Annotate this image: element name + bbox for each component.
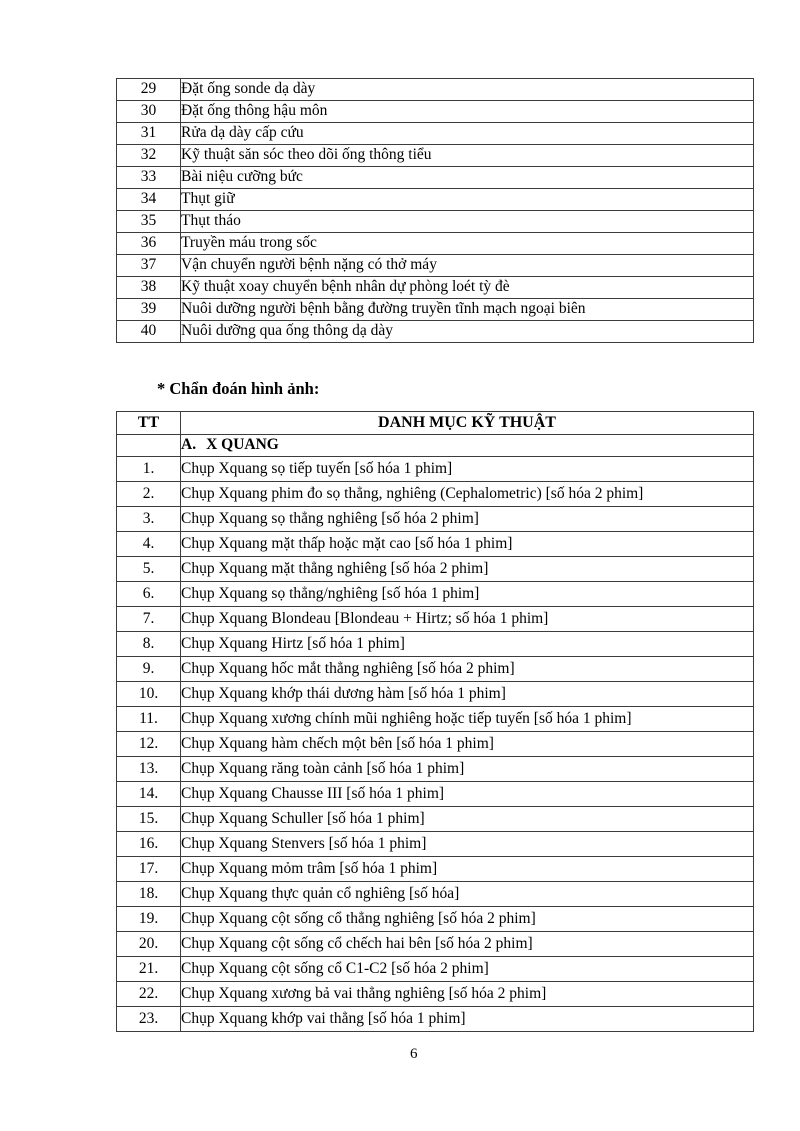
row-number: 32 — [117, 145, 181, 167]
row-number: 3. — [117, 507, 181, 532]
row-description: Nuôi dưỡng người bệnh bằng đường truyền tĩnh mạch ngoại biên — [181, 299, 754, 321]
row-description: Chụp Xquang Schuller [số hóa 1 phim] — [181, 807, 754, 832]
row-number: 38 — [117, 277, 181, 299]
section-label: X QUANG — [206, 436, 279, 454]
row-description: Chụp Xquang cột sống cổ C1-C2 [số hóa 2 phim] — [181, 957, 754, 982]
row-number: 30 — [117, 101, 181, 123]
row-description: Kỹ thuật xoay chuyển bệnh nhân dự phòng loét tỳ đè — [181, 277, 754, 299]
row-description: Đặt ống thông hậu môn — [181, 101, 754, 123]
row-number: 10. — [117, 682, 181, 707]
row-number: 22. — [117, 982, 181, 1007]
table-row — [117, 682, 754, 707]
table-row — [117, 299, 754, 321]
row-number: 14. — [117, 782, 181, 807]
table-row — [117, 101, 754, 123]
row-description: Chụp Xquang khớp thái dương hàm [số hóa 1 phim] — [181, 682, 754, 707]
section-heading: * Chẩn đoán hình ảnh: — [157, 379, 320, 398]
table-section-row — [117, 435, 754, 457]
table-row — [117, 932, 754, 957]
row-number: 13. — [117, 757, 181, 782]
row-description: Chụp Xquang mỏm trâm [số hóa 1 phim] — [181, 857, 754, 882]
row-number: 33 — [117, 167, 181, 189]
table-row — [117, 123, 754, 145]
row-number: 39 — [117, 299, 181, 321]
row-number: 37 — [117, 255, 181, 277]
table-row — [117, 757, 754, 782]
row-description: Chụp Xquang Chausse III [số hóa 1 phim] — [181, 782, 754, 807]
row-number: 2. — [117, 482, 181, 507]
row-description: Chụp Xquang phim đo sọ thẳng, nghiêng (Cephalometric) [số hóa 2 phim] — [181, 482, 754, 507]
table-row — [117, 882, 754, 907]
row-number: 35 — [117, 211, 181, 233]
table-row — [117, 1007, 754, 1032]
row-number: 7. — [117, 607, 181, 632]
column-header-title: DANH MỤC KỸ THUẬT — [181, 412, 754, 435]
table-row — [117, 532, 754, 557]
table-row — [117, 482, 754, 507]
row-description: Kỹ thuật săn sóc theo dõi ống thông tiểu — [181, 145, 754, 167]
table-row — [117, 79, 754, 101]
section-marker: A. — [181, 436, 197, 454]
row-number: 6. — [117, 582, 181, 607]
table-row — [117, 255, 754, 277]
table-row — [117, 832, 754, 857]
row-description: Chụp Xquang răng toàn cảnh [số hóa 1 phim] — [181, 757, 754, 782]
row-number: 16. — [117, 832, 181, 857]
table-row — [117, 732, 754, 757]
row-number: 1. — [117, 457, 181, 482]
row-description: Chụp Xquang xương chính mũi nghiêng hoặc tiếp tuyến [số hóa 1 phim] — [181, 707, 754, 732]
row-number: 21. — [117, 957, 181, 982]
row-description: Chụp Xquang sọ thẳng nghiêng [số hóa 2 phim] — [181, 507, 754, 532]
table-row — [117, 233, 754, 255]
row-number: 40 — [117, 321, 181, 343]
table-row — [117, 321, 754, 343]
table-row — [117, 707, 754, 732]
row-description: Chụp Xquang thực quản cổ nghiêng [số hóa] — [181, 882, 754, 907]
table-row — [117, 782, 754, 807]
section-empty-cell — [117, 435, 181, 457]
row-description: Chụp Xquang Stenvers [số hóa 1 phim] — [181, 832, 754, 857]
row-number: 12. — [117, 732, 181, 757]
column-header-tt: TT — [117, 412, 181, 435]
row-number: 23. — [117, 1007, 181, 1032]
row-description: Đặt ống sonde dạ dày — [181, 79, 754, 101]
row-number: 29 — [117, 79, 181, 101]
table-row — [117, 189, 754, 211]
row-description: Chụp Xquang mặt thẳng nghiêng [số hóa 2 phim] — [181, 557, 754, 582]
table-row — [117, 145, 754, 167]
table-row — [117, 167, 754, 189]
table-row — [117, 211, 754, 233]
table-row — [117, 857, 754, 882]
row-description: Chụp Xquang khớp vai thẳng [số hóa 1 phim] — [181, 1007, 754, 1032]
table-row — [117, 277, 754, 299]
row-number: 8. — [117, 632, 181, 657]
row-description: Chụp Xquang xương bả vai thẳng nghiêng [số hóa 2 phim] — [181, 982, 754, 1007]
row-number: 11. — [117, 707, 181, 732]
table-row — [117, 807, 754, 832]
row-description: Thụt tháo — [181, 211, 754, 233]
row-description: Chụp Xquang mặt thấp hoặc mặt cao [số hóa 1 phim] — [181, 532, 754, 557]
row-number: 36 — [117, 233, 181, 255]
table-row — [117, 457, 754, 482]
row-description: Chụp Xquang sọ thẳng/nghiêng [số hóa 1 phim] — [181, 582, 754, 607]
row-number: 15. — [117, 807, 181, 832]
table-row — [117, 957, 754, 982]
row-description: Chụp Xquang cột sống cổ chếch hai bên [số hóa 2 phim] — [181, 932, 754, 957]
row-description: Bài niệu cưỡng bức — [181, 167, 754, 189]
table-row — [117, 632, 754, 657]
row-description: Nuôi dưỡng qua ống thông dạ dày — [181, 321, 754, 343]
row-description: Chụp Xquang hốc mắt thẳng nghiêng [số hóa 2 phim] — [181, 657, 754, 682]
row-number: 18. — [117, 882, 181, 907]
row-description: Thụt giữ — [181, 189, 754, 211]
row-description: Chụp Xquang cột sống cổ thẳng nghiêng [số hóa 2 phim] — [181, 907, 754, 932]
table-header-row — [117, 412, 754, 435]
table-row — [117, 607, 754, 632]
row-description: Chụp Xquang sọ tiếp tuyến [số hóa 1 phim] — [181, 457, 754, 482]
imaging-table — [116, 411, 754, 1032]
page-number: 6 — [410, 1046, 418, 1062]
table-row — [117, 557, 754, 582]
procedures-table — [116, 78, 754, 343]
row-number: 4. — [117, 532, 181, 557]
table-row — [117, 582, 754, 607]
table-row — [117, 507, 754, 532]
row-description: Chụp Xquang Blondeau [Blondeau + Hirtz; số hóa 1 phim] — [181, 607, 754, 632]
table-row — [117, 657, 754, 682]
row-number: 17. — [117, 857, 181, 882]
row-number: 20. — [117, 932, 181, 957]
row-number: 31 — [117, 123, 181, 145]
row-description: Vận chuyển người bệnh nặng có thở máy — [181, 255, 754, 277]
row-description: Chụp Xquang hàm chếch một bên [số hóa 1 phim] — [181, 732, 754, 757]
row-number: 19. — [117, 907, 181, 932]
table-row — [117, 982, 754, 1007]
section-label-cell — [181, 435, 754, 457]
row-description: Rửa dạ dày cấp cứu — [181, 123, 754, 145]
table-row — [117, 907, 754, 932]
row-number: 5. — [117, 557, 181, 582]
row-number: 9. — [117, 657, 181, 682]
row-description: Chụp Xquang Hirtz [số hóa 1 phim] — [181, 632, 754, 657]
row-number: 34 — [117, 189, 181, 211]
row-description: Truyền máu trong sốc — [181, 233, 754, 255]
